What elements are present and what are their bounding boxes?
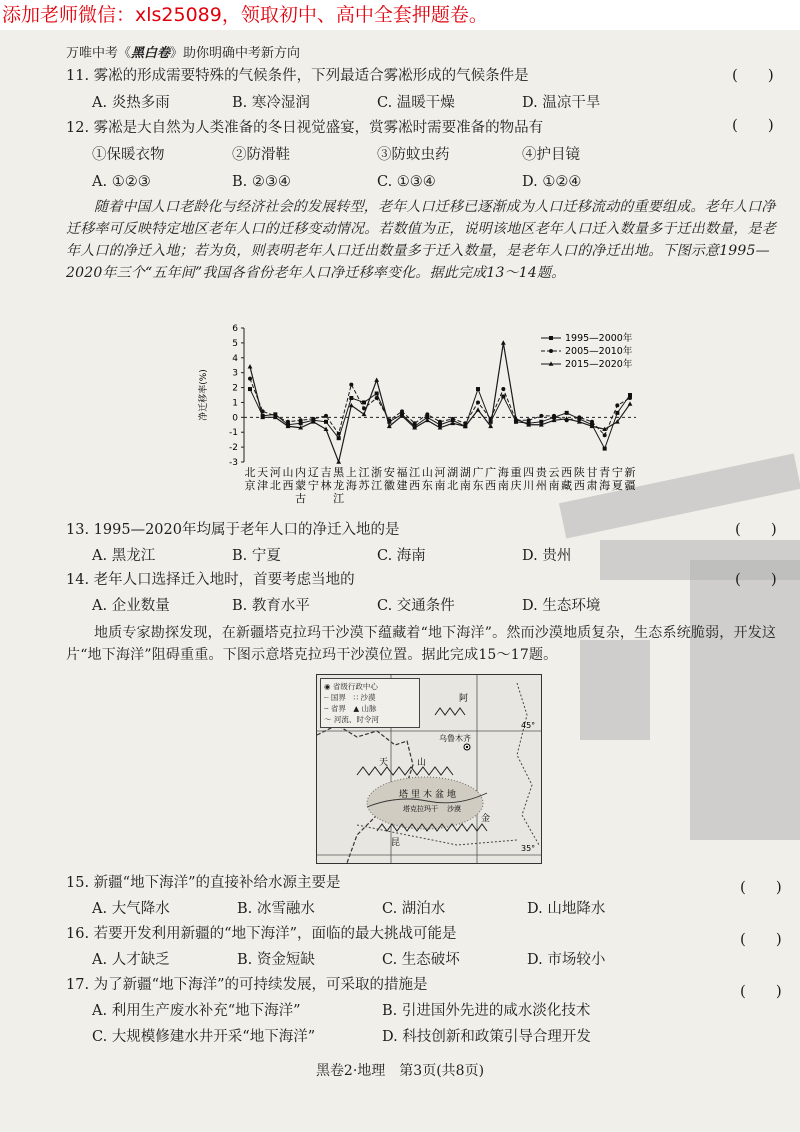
y-tick-label: -3 bbox=[229, 458, 238, 468]
question-14-stem: 14. 老年人口选择迁入地时，首要考虑当地的 bbox=[66, 572, 355, 588]
x-tick-label: 广 bbox=[485, 466, 497, 479]
x-tick-label: 林 bbox=[320, 479, 332, 492]
map-label-desert: 塔克拉玛干 bbox=[403, 805, 438, 813]
question-17-stem: 17. 为了新疆“地下海洋”的可持续发展，可采取的措施是 bbox=[66, 977, 428, 993]
y-axis-label: 净迁移率(%) bbox=[199, 369, 209, 421]
legend-label: 1995—2000年 bbox=[565, 333, 633, 344]
y-tick-label: 6 bbox=[232, 324, 238, 334]
tianshan-mountains bbox=[357, 767, 453, 775]
x-tick-label: 甘 bbox=[586, 466, 598, 479]
data-point bbox=[603, 447, 607, 451]
x-tick-label: 东 bbox=[472, 479, 484, 492]
data-point bbox=[603, 433, 607, 437]
x-tick-label: 北 bbox=[269, 479, 281, 492]
data-point bbox=[628, 396, 632, 400]
data-point bbox=[501, 394, 505, 398]
data-point bbox=[501, 340, 506, 344]
option: B. 引进国外先进的咸水淡化技术 bbox=[382, 1003, 591, 1019]
data-point bbox=[362, 412, 367, 416]
x-tick-label: 西 bbox=[485, 479, 497, 492]
data-point bbox=[400, 409, 404, 413]
x-tick-label: 南 bbox=[548, 479, 560, 492]
data-point bbox=[337, 432, 341, 436]
x-tick-label: 疆 bbox=[624, 479, 636, 492]
x-tick-label: 建 bbox=[396, 479, 408, 492]
answer-blank[interactable]: ( ) bbox=[740, 982, 782, 1000]
option: A. 企业数量 bbox=[92, 598, 170, 614]
promo-banner: 添加老师微信：xls25089，领取初中、高中全套押题卷。 bbox=[0, 0, 800, 30]
data-point bbox=[476, 400, 480, 404]
page-footer: 黑卷2·地理 第3页(共8页) bbox=[315, 1063, 485, 1079]
x-tick-label: 津 bbox=[257, 479, 269, 492]
data-point bbox=[552, 414, 556, 418]
y-tick-label: 4 bbox=[232, 353, 238, 364]
item: ③防蚊虫药 bbox=[377, 147, 450, 163]
option: C. 生态破坏 bbox=[382, 952, 460, 968]
x-tick-label: 安 bbox=[383, 466, 395, 479]
x-tick-label: 北 bbox=[244, 466, 256, 479]
map-label-tianshan: 天 bbox=[379, 758, 389, 768]
answer-blank[interactable]: ( ) bbox=[735, 570, 777, 588]
y-tick-label: 2 bbox=[232, 383, 238, 394]
data-point bbox=[375, 392, 379, 396]
answer-blank[interactable]: ( ) bbox=[732, 116, 774, 134]
chart-svg bbox=[196, 322, 666, 512]
map-label-lat35: 35° bbox=[521, 844, 536, 853]
x-tick-label: 海 bbox=[345, 479, 357, 492]
option: B. ②③④ bbox=[232, 174, 291, 190]
x-tick-label: 蒙 bbox=[295, 479, 307, 492]
option: C. 交通条件 bbox=[377, 598, 455, 614]
question-11-stem: 11. 雾凇的形成需要特殊的气候条件，下列最适合雾凇形成的气候条件是 bbox=[66, 68, 529, 84]
x-tick-label: 重 bbox=[510, 466, 522, 479]
map-label-altai: 阿 bbox=[459, 694, 469, 704]
option: D. 生态环境 bbox=[522, 598, 601, 614]
x-tick-label: 肃 bbox=[586, 479, 598, 492]
x-tick-label: 古 bbox=[295, 492, 307, 505]
data-point bbox=[425, 412, 429, 416]
x-tick-label: 新 bbox=[624, 466, 636, 479]
x-tick-label: 庆 bbox=[510, 479, 522, 492]
data-point bbox=[590, 420, 594, 424]
x-tick-label: 山 bbox=[421, 466, 433, 479]
x-tick-label: 河 bbox=[434, 466, 446, 479]
map-label-tianshan: 山 bbox=[417, 758, 427, 768]
option: B. 教育水平 bbox=[232, 598, 310, 614]
x-tick-label: 青 bbox=[599, 466, 611, 479]
option: A. 大气降水 bbox=[92, 901, 170, 917]
data-point bbox=[527, 418, 531, 422]
reading-passage-1: 随着中国人口老龄化与经济社会的发展转型，老年人口迁移已逐渐成为人口迁移流动的重要组成。老年人口净迁移率可反映特定地区老年人口的迁移变动情况。若数值为正，说明该地区老年人口迁入数量多于迁出数量，是老年人口的净迁入地；若为负，则表明老年人口迁出数量多于迁入数量，是老年人口的净迁出地。下图示意1995—2020年三个“五年间”我国各省份老年人口净迁移率变化。据此完成13～14题。 bbox=[66, 199, 776, 281]
x-tick-label: 陕 bbox=[573, 466, 585, 479]
data-point bbox=[299, 418, 303, 422]
map-label-arjin: 金 bbox=[481, 814, 491, 824]
x-tick-label: 山 bbox=[282, 466, 294, 479]
option: B. 资金短缺 bbox=[237, 952, 315, 968]
data-point bbox=[349, 383, 353, 387]
data-point bbox=[438, 420, 442, 424]
option: C. ①③④ bbox=[377, 174, 436, 190]
x-tick-label: 南 bbox=[434, 479, 446, 492]
x-tick-label: 南 bbox=[459, 479, 471, 492]
watermark-bar bbox=[690, 560, 800, 840]
data-point bbox=[336, 459, 341, 463]
x-tick-label: 西 bbox=[561, 466, 573, 479]
x-tick-label: 湖 bbox=[447, 466, 459, 479]
x-tick-label: 内 bbox=[295, 466, 307, 479]
x-tick-label: 苏 bbox=[358, 479, 370, 492]
map-label-basin: 木 bbox=[423, 790, 433, 800]
province-border bbox=[517, 683, 539, 845]
option: D. 科技创新和政策引导合理开发 bbox=[382, 1029, 591, 1045]
option: D. 贵州 bbox=[522, 548, 572, 564]
option: D. 山地降水 bbox=[527, 901, 606, 917]
data-point bbox=[628, 401, 633, 405]
y-tick-label: -1 bbox=[229, 428, 238, 439]
x-tick-label: 湖 bbox=[459, 466, 471, 479]
option: A. 黑龙江 bbox=[92, 548, 156, 564]
option: A. ①②③ bbox=[92, 174, 151, 190]
x-tick-label: 云 bbox=[548, 466, 560, 479]
data-point bbox=[413, 421, 417, 425]
x-tick-label: 江 bbox=[409, 466, 421, 479]
data-point bbox=[615, 403, 619, 407]
option: A. 炎热多雨 bbox=[92, 95, 170, 111]
legend-marker bbox=[549, 336, 553, 340]
item: ④护目镜 bbox=[522, 147, 580, 163]
reading-passage-2: 地质专家勘探发现，在新疆塔克拉玛干沙漠下蕴藏着“地下海洋”。然而沙漠地质复杂，生态系统脆弱，开发这片“地下海洋”阻碍重重。下图示意塔克拉玛干沙漠位置。据此完成15～17题。 bbox=[66, 625, 777, 663]
x-tick-label: 宁 bbox=[307, 479, 319, 492]
legend-label: 2015—2020年 bbox=[565, 359, 633, 370]
x-tick-label: 南 bbox=[497, 479, 509, 492]
x-tick-label: 京 bbox=[244, 479, 256, 492]
option: C. 海南 bbox=[377, 548, 426, 564]
x-tick-label: 宁 bbox=[611, 466, 623, 479]
data-point bbox=[248, 387, 252, 391]
x-tick-label: 贵 bbox=[535, 466, 547, 479]
x-tick-label: 州 bbox=[535, 479, 547, 492]
answer-blank[interactable]: ( ) bbox=[740, 878, 782, 896]
data-point bbox=[248, 364, 253, 368]
x-tick-label: 西 bbox=[282, 479, 294, 492]
option: C. 温暖干燥 bbox=[377, 95, 455, 111]
data-point bbox=[349, 396, 353, 400]
map-label-basin: 地 bbox=[447, 790, 457, 800]
data-point bbox=[476, 407, 481, 411]
x-tick-label: 西 bbox=[409, 479, 421, 492]
legend-item: ┈ 国界 ∷ 沙漠 bbox=[324, 693, 376, 702]
option: B. 宁夏 bbox=[232, 548, 281, 564]
data-point bbox=[324, 414, 328, 418]
option: A. 利用生产废水补充“地下海洋” bbox=[92, 1003, 301, 1019]
x-tick-label: 川 bbox=[523, 479, 535, 492]
question-13-stem: 13. 1995—2020年均属于老年人口的净迁入地的是 bbox=[66, 522, 400, 538]
data-point bbox=[375, 396, 379, 400]
data-point bbox=[362, 400, 366, 404]
map-label-lat45: 45° bbox=[521, 721, 536, 730]
x-tick-label: 黑 bbox=[333, 466, 345, 479]
option: B. 冰雪融水 bbox=[237, 901, 315, 917]
map-label-basin: 塔 bbox=[399, 790, 409, 800]
data-point bbox=[374, 378, 379, 382]
y-tick-label: -2 bbox=[229, 443, 238, 454]
x-tick-label: 广 bbox=[472, 466, 484, 479]
option: C. 大规模修建水井开采“地下海洋” bbox=[92, 1029, 316, 1045]
question-12-stem: 12. 雾凇是大自然为人类准备的冬日视觉盛宴，赏雾凇时需要准备的物品有 bbox=[66, 120, 544, 136]
item: ②防滑鞋 bbox=[232, 147, 290, 163]
x-tick-label: 河 bbox=[269, 466, 281, 479]
x-tick-label: 辽 bbox=[307, 466, 319, 479]
map-label-urumqi: 乌鲁木齐 bbox=[439, 734, 471, 743]
data-point bbox=[577, 415, 581, 419]
data-point bbox=[286, 420, 290, 424]
x-tick-label: 海 bbox=[497, 466, 509, 479]
x-tick-label: 徽 bbox=[383, 479, 395, 492]
y-tick-label: 1 bbox=[232, 398, 238, 409]
answer-blank[interactable]: ( ) bbox=[740, 930, 782, 948]
option: C. 湖泊水 bbox=[382, 901, 446, 917]
data-point bbox=[324, 420, 328, 424]
legend-marker bbox=[549, 349, 553, 353]
answer-blank[interactable]: ( ) bbox=[732, 66, 774, 84]
y-tick-label: 0 bbox=[232, 413, 238, 424]
map-legend bbox=[320, 678, 420, 728]
data-point bbox=[565, 411, 569, 415]
y-tick-label: 3 bbox=[232, 368, 238, 379]
x-tick-label: 海 bbox=[599, 479, 611, 492]
migration-line-chart bbox=[196, 322, 666, 512]
question-16-stem: 16. 若要开发利用新疆的“地下海洋”，面临的最大挑战可能是 bbox=[66, 926, 457, 942]
option: B. 寒冷湿润 bbox=[232, 95, 310, 111]
desert-area bbox=[367, 777, 483, 829]
x-tick-label: 天 bbox=[257, 466, 269, 479]
option: D. ①②④ bbox=[522, 174, 582, 190]
urumqi-marker-core bbox=[466, 746, 468, 748]
x-tick-label: 东 bbox=[421, 479, 433, 492]
x-tick-label: 江 bbox=[371, 479, 383, 492]
data-point bbox=[476, 387, 480, 391]
running-header: 万唯中考《黑白卷》助你明确中考新方向 bbox=[66, 46, 301, 61]
altai-mountains bbox=[435, 708, 465, 715]
answer-blank[interactable]: ( ) bbox=[735, 520, 777, 538]
data-point bbox=[337, 436, 341, 440]
x-tick-label: 上 bbox=[345, 466, 357, 479]
x-tick-label: 四 bbox=[523, 466, 535, 479]
data-point bbox=[615, 411, 619, 415]
map-label-basin: 里 bbox=[411, 790, 421, 800]
taklamakan-location-map bbox=[316, 674, 542, 864]
x-tick-label: 夏 bbox=[611, 479, 623, 492]
x-tick-label: 吉 bbox=[320, 466, 332, 479]
x-tick-label: 北 bbox=[447, 479, 459, 492]
data-point bbox=[248, 377, 252, 381]
map-label-desert2: 沙漠 bbox=[447, 805, 461, 813]
x-tick-label: 江 bbox=[333, 492, 345, 505]
option: A. 人才缺乏 bbox=[92, 952, 170, 968]
legend-item: ～ 河流、时令河 bbox=[324, 715, 379, 724]
x-tick-label: 龙 bbox=[333, 479, 345, 492]
option: D. 温凉干旱 bbox=[522, 95, 601, 111]
legend-item: ┄ 省界 ▲ 山脉 bbox=[324, 704, 377, 713]
x-tick-label: 藏 bbox=[561, 479, 573, 492]
x-tick-label: 浙 bbox=[371, 466, 383, 479]
question-15-stem: 15. 新疆“地下海洋”的直接补给水源主要是 bbox=[66, 875, 341, 891]
x-tick-label: 江 bbox=[358, 466, 370, 479]
x-tick-label: 西 bbox=[573, 479, 585, 492]
y-tick-label: 5 bbox=[232, 338, 238, 349]
data-point bbox=[501, 387, 505, 391]
legend-item: ◉ 省级行政中心 bbox=[324, 682, 378, 691]
option: D. 市场较小 bbox=[527, 952, 606, 968]
map-label-kunlun: 昆 bbox=[391, 838, 401, 848]
data-point bbox=[539, 414, 543, 418]
data-point bbox=[451, 417, 455, 421]
x-tick-label: 福 bbox=[396, 466, 408, 479]
series-line bbox=[250, 389, 630, 449]
map-label-basin: 盆 bbox=[435, 790, 445, 800]
legend-label: 2005—2010年 bbox=[565, 346, 633, 357]
item: ①保暖衣物 bbox=[92, 147, 165, 163]
